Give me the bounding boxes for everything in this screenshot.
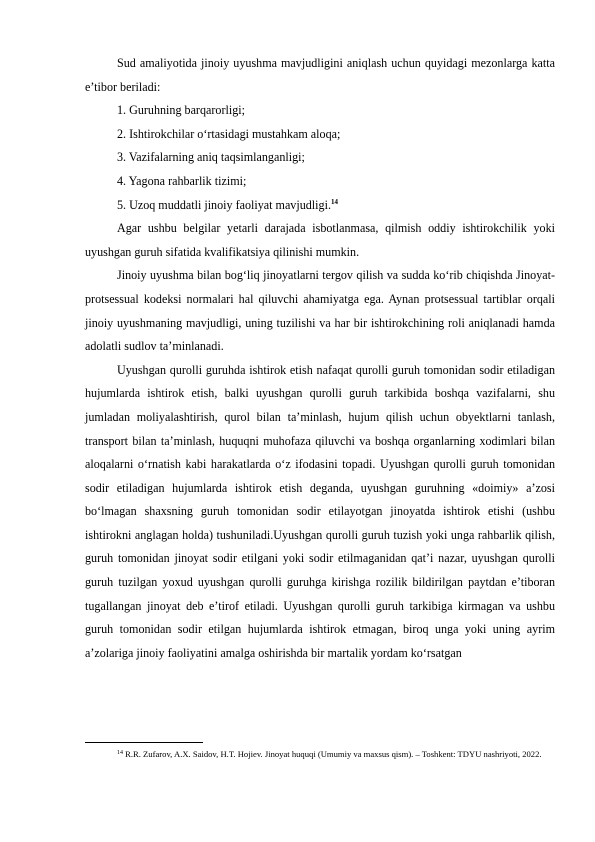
footnote-text: R.R. Zufarov, A.X. Saidov, H.T. Hojiev. Jinoyat huquqi (Umumiy va maxsus qism). – Toshkent: TDYU nashriyoti, 2022. xyxy=(123,749,542,759)
intro-paragraph: Sud amaliyotida jinoiy uyushma mavjudligini aniqlash uchun quyidagi mezonlarga katta e’tibor beriladi: xyxy=(85,56,555,94)
criteria-item-4: 4. Yagona rahbarlik tizimi; xyxy=(117,173,247,188)
criteria-item-5 xyxy=(85,194,555,218)
criteria-item-1: 1. Guruhning barqarorligi; xyxy=(117,103,245,118)
paragraph-qualification: Agar ushbu belgilar yetarli darajada isbotlanmasa, qilmish oddiy ishtirokchilik yoki uyushgan guruh sifatida kvalifikatsiya qilinishi mumkin. xyxy=(85,221,555,259)
footnote-number: 14 xyxy=(117,750,123,756)
page-body xyxy=(85,52,555,665)
footnote xyxy=(85,745,555,764)
footnote-reference[interactable]: 14 xyxy=(330,197,338,206)
paragraph-armed-group: Uyushgan qurolli guruhda ishtirok etish nafaqat qurolli guruh tomonidan sodir etiladigan hujumlarda ishtirok etish, balki uyushgan qurolli guruh tarkibida boshqa vazifalarni, shu jumladan moliyalashtirish, qurol bilan ta’minlash, hujum qilish uchun obyektlarni tanlash, transport bilan ta’minlash, huquqni muhofaza qiluvchi va boshqa organlarning xodimlari bilan aloqalarni o‘rnatish kabi harakatlarda o‘z ifodasini topadi. Uyushgan qurolli guruh tomonidan sodir etiladigan hujumlarda ishtirok etish deganda, uyushgan guruhning «doimiy» a’zosi bo‘lmagan shaxsning guruh tomonidan sodir etilayotgan jinoyatda ishtirok etishi (ushbu ishtirokni anglagan holda) tushuniladi.Uyushgan qurolli guruh tuzish yoki unga rahbarlik qilish, guruh tomonidan jinoyat sodir etilgani yoki sodir etilmaganidan qat’i nazar, uyushgan qurolli guruh tuzilgan yoxud uyushgan qurolli guruhga kirishga rozilik bildirilgan paytdan e’tiboran tugallangan jinoyat deb e’tirof etiladi. Uyushgan qurolli guruh tarkibiga kirmagan va ushbu guruh tomonidan sodir etilgan hujumlarda ishtirok etmagan, biroq unga yoki uning ayrim a’zolariga jinoiy faoliyatini amalga oshirishda bir martalik yordam ko‘rsatgan xyxy=(85,362,555,660)
criteria-item-5-text: 5. Uzoq muddatli jinoiy faoliyat mavjudligi. xyxy=(117,197,331,212)
paragraph-procedure: Jinoiy uyushma bilan bog‘liq jinoyatlarni tergov qilish va sudda ko‘rib chiqishda Jinoyat-protsessual kodeksi normalari hal qiluvchi ahamiyatga ega. Aynan protsessual tartiblar orqali jinoiy uyushmaning mavjudligi, uning tuzilishi va har bir ishtirokchining roli aniqlanadi hamda adolatli sudlov ta’minlanadi. xyxy=(85,268,555,354)
criteria-item-3: 3. Vazifalarning aniq taqsimlanganligi; xyxy=(117,150,305,165)
criteria-item-2: 2. Ishtirokchilar o‘rtasidagi mustahkam aloqa; xyxy=(117,126,341,141)
footnote-divider xyxy=(85,742,203,743)
